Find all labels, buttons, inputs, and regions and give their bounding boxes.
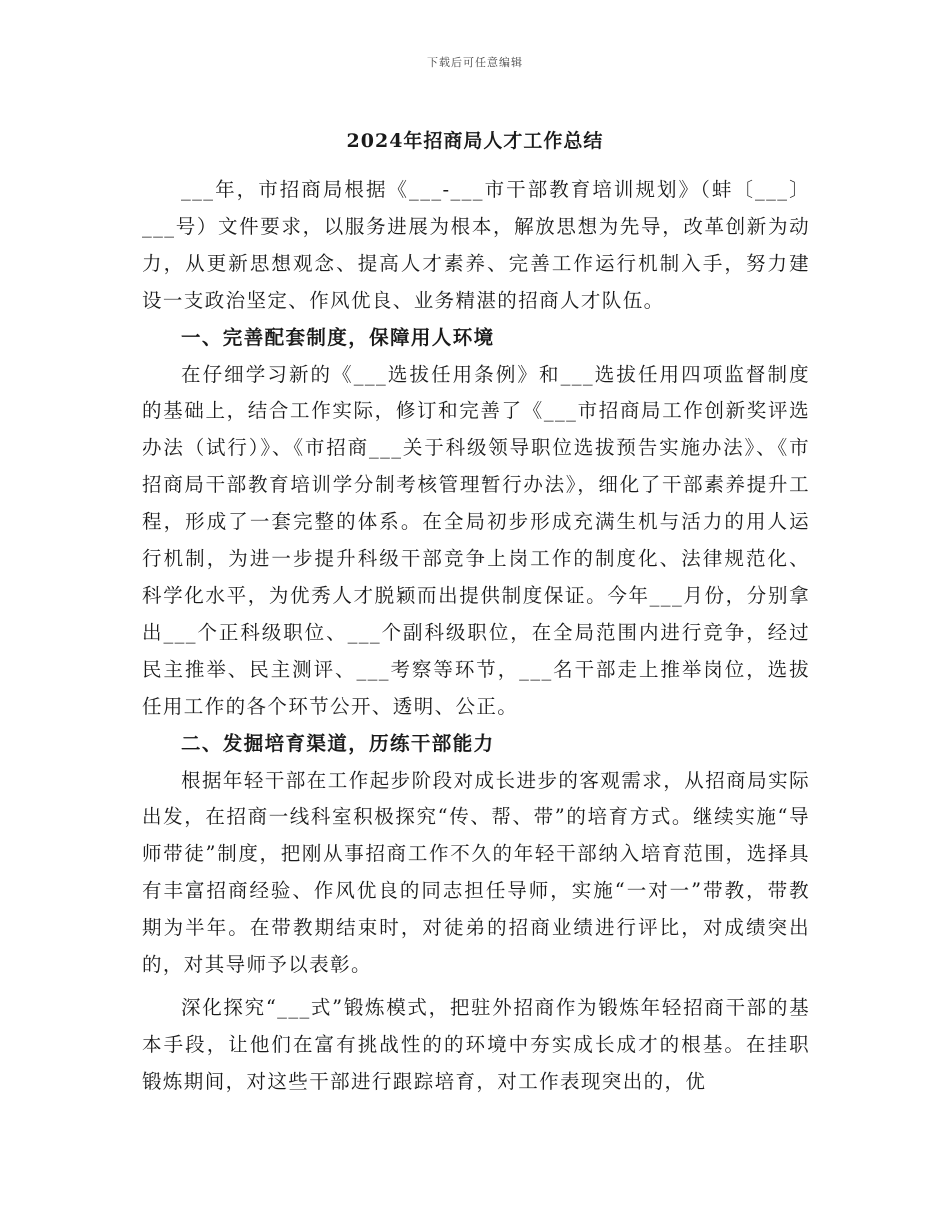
document-body bbox=[142, 172, 810, 1101]
section-paragraph: 根据年轻干部在工作起步阶段对成长进步的客观需求，从招商局实际出发，在招商一线科室积极探究“传、帮、带”的培育方式。继续实施“导师带徒”制度，把刚从事招商工作不久的年轻干部纳入培育范围，选择具有丰富招商经验、作风优良的同志担任导师，实施“一对一”带教，带教期为半年。在带教期结束时，对徒弟的招商业绩进行评比，对成绩突出的，对其导师予以表彰。 bbox=[142, 768, 810, 977]
document-title: 2024年招商局人才工作总结 bbox=[346, 130, 604, 152]
header-note: 下载后可任意编辑 bbox=[427, 56, 523, 69]
section-heading: 一、完善配套制度，保障用人环境 bbox=[181, 325, 495, 349]
section-paragraph: 深化探究“___式”锻炼模式，把驻外招商作为锻炼年轻招商干部的基本手段，让他们在富有挑战性的的环境中夯实成长成才的根基。在挂职锻炼期间，对这些干部进行跟踪培育，对工作表现突出的，优 bbox=[142, 995, 810, 1093]
intro-paragraph: ___年，市招商局根据《___-___市干部教育培训规划》（蚌〔___〕___号）文件要求，以服务进展为根本，解放思想为先导，改革创新为动力，从更新思想观念、提高人才素养、完善工作运行机制入手，努力建设一支政治坚定、作风优良、业务精湛的招商人才队伍。 bbox=[142, 178, 810, 312]
section-paragraph: 在仔细学习新的《___选拔任用条例》和___选拔任用四项监督制度的基础上，结合工作实际，修订和完善了《___市招商局工作创新奖评选办法（试行）》、《市招商___关于科级领导职位选拔预告实施办法》、《市招商局干部教育培训学分制考核管理暂行办法》，细化了干部素养提升工程，形成了一套完整的体系。在全局初步形成充满生机与活力的用人运行机制，为进一步提升科级干部竞争上岗工作的制度化、法律规范化、科学化水平，为优秀人才脱颖而出提供制度保证。今年___月份，分别拿出___个正科级职位、___个副科级职位，在全局范围内进行竞争，经过民主推举、民主测评、___考察等环节，___名干部走上推举岗位，选拔任用工作的各个环节公开、透明、公正。 bbox=[142, 362, 810, 718]
section-heading: 二、发掘培育渠道，历练干部能力 bbox=[181, 731, 495, 755]
